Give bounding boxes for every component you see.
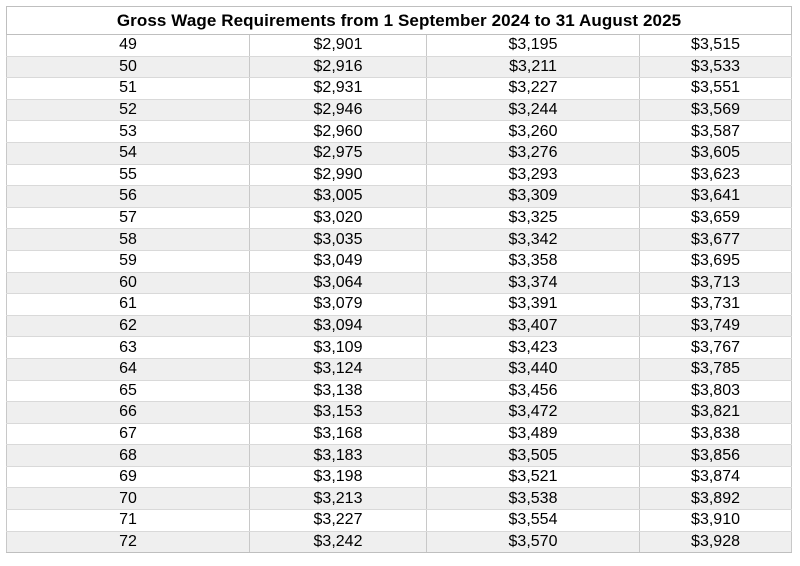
wage-col2-cell: $3,554 (427, 510, 640, 532)
wage-col1-cell: $3,198 (250, 466, 427, 488)
wage-col2-cell: $3,570 (427, 531, 640, 553)
wage-col1-cell: $2,916 (250, 56, 427, 78)
hours-cell: 67 (7, 423, 250, 445)
table-row (7, 56, 792, 78)
wage-col3-cell: $3,677 (640, 229, 792, 251)
wage-col2-cell: $3,472 (427, 402, 640, 424)
wage-col1-cell: $3,183 (250, 445, 427, 467)
wage-col2-cell: $3,407 (427, 315, 640, 337)
wage-col3-cell: $3,659 (640, 207, 792, 229)
wage-col1-cell: $2,946 (250, 99, 427, 121)
wage-col3-cell: $3,695 (640, 250, 792, 272)
hours-cell: 54 (7, 142, 250, 164)
wage-col2-cell: $3,440 (427, 358, 640, 380)
hours-cell: 71 (7, 510, 250, 532)
wage-col3-cell: $3,928 (640, 531, 792, 553)
wage-col3-cell: $3,731 (640, 294, 792, 316)
wage-col2-cell: $3,391 (427, 294, 640, 316)
wage-table-container (6, 6, 791, 553)
wage-col3-cell: $3,749 (640, 315, 792, 337)
hours-cell: 65 (7, 380, 250, 402)
wage-col2-cell: $3,538 (427, 488, 640, 510)
table-row (7, 78, 792, 100)
wage-col1-cell: $2,931 (250, 78, 427, 100)
wage-col2-cell: $3,244 (427, 99, 640, 121)
table-title: Gross Wage Requirements from 1 September 2024 to 31 August 2025 (7, 7, 792, 35)
wage-col3-cell: $3,838 (640, 423, 792, 445)
wage-col1-cell: $3,035 (250, 229, 427, 251)
wage-col2-cell: $3,358 (427, 250, 640, 272)
hours-cell: 56 (7, 186, 250, 208)
wage-col2-cell: $3,456 (427, 380, 640, 402)
wage-table (6, 6, 792, 553)
wage-col2-cell: $3,423 (427, 337, 640, 359)
hours-cell: 57 (7, 207, 250, 229)
wage-col3-cell: $3,856 (640, 445, 792, 467)
wage-col2-cell: $3,342 (427, 229, 640, 251)
table-row (7, 315, 792, 337)
wage-col3-cell: $3,551 (640, 78, 792, 100)
table-row (7, 402, 792, 424)
table-row (7, 380, 792, 402)
wage-col1-cell: $3,064 (250, 272, 427, 294)
hours-cell: 70 (7, 488, 250, 510)
hours-cell: 63 (7, 337, 250, 359)
wage-col3-cell: $3,713 (640, 272, 792, 294)
wage-col2-cell: $3,505 (427, 445, 640, 467)
table-row (7, 445, 792, 467)
table-row (7, 337, 792, 359)
table-row (7, 207, 792, 229)
hours-cell: 59 (7, 250, 250, 272)
hours-cell: 66 (7, 402, 250, 424)
table-row (7, 466, 792, 488)
wage-col3-cell: $3,874 (640, 466, 792, 488)
wage-col3-cell: $3,785 (640, 358, 792, 380)
wage-col1-cell: $3,049 (250, 250, 427, 272)
wage-col1-cell: $3,213 (250, 488, 427, 510)
wage-col1-cell: $3,138 (250, 380, 427, 402)
wage-col2-cell: $3,293 (427, 164, 640, 186)
wage-col1-cell: $3,227 (250, 510, 427, 532)
wage-col3-cell: $3,515 (640, 35, 792, 57)
wage-col1-cell: $3,153 (250, 402, 427, 424)
hours-cell: 68 (7, 445, 250, 467)
wage-col2-cell: $3,195 (427, 35, 640, 57)
wage-col3-cell: $3,767 (640, 337, 792, 359)
table-row (7, 250, 792, 272)
wage-col1-cell: $3,124 (250, 358, 427, 380)
hours-cell: 61 (7, 294, 250, 316)
wage-col2-cell: $3,374 (427, 272, 640, 294)
hours-cell: 49 (7, 35, 250, 57)
table-row (7, 99, 792, 121)
table-row (7, 164, 792, 186)
wage-col1-cell: $3,168 (250, 423, 427, 445)
table-row (7, 510, 792, 532)
wage-col3-cell: $3,803 (640, 380, 792, 402)
hours-cell: 51 (7, 78, 250, 100)
wage-col2-cell: $3,260 (427, 121, 640, 143)
table-row (7, 272, 792, 294)
wage-col2-cell: $3,489 (427, 423, 640, 445)
wage-col3-cell: $3,533 (640, 56, 792, 78)
wage-col1-cell: $2,901 (250, 35, 427, 57)
wage-col3-cell: $3,821 (640, 402, 792, 424)
hours-cell: 64 (7, 358, 250, 380)
table-row (7, 121, 792, 143)
wage-col2-cell: $3,309 (427, 186, 640, 208)
wage-col1-cell: $3,094 (250, 315, 427, 337)
hours-cell: 50 (7, 56, 250, 78)
hours-cell: 62 (7, 315, 250, 337)
wage-col1-cell: $3,242 (250, 531, 427, 553)
table-row (7, 358, 792, 380)
wage-col2-cell: $3,521 (427, 466, 640, 488)
hours-cell: 72 (7, 531, 250, 553)
wage-col1-cell: $3,109 (250, 337, 427, 359)
hours-cell: 60 (7, 272, 250, 294)
wage-col1-cell: $2,960 (250, 121, 427, 143)
hours-cell: 58 (7, 229, 250, 251)
wage-col1-cell: $2,975 (250, 142, 427, 164)
wage-col2-cell: $3,276 (427, 142, 640, 164)
wage-col2-cell: $3,211 (427, 56, 640, 78)
wage-col2-cell: $3,325 (427, 207, 640, 229)
wage-col1-cell: $2,990 (250, 164, 427, 186)
wage-col2-cell: $3,227 (427, 78, 640, 100)
table-row (7, 488, 792, 510)
table-row (7, 294, 792, 316)
wage-col3-cell: $3,569 (640, 99, 792, 121)
table-row (7, 229, 792, 251)
wage-col1-cell: $3,079 (250, 294, 427, 316)
table-body (7, 35, 792, 553)
table-row (7, 142, 792, 164)
hours-cell: 69 (7, 466, 250, 488)
wage-col3-cell: $3,623 (640, 164, 792, 186)
table-row (7, 186, 792, 208)
wage-col3-cell: $3,892 (640, 488, 792, 510)
wage-col1-cell: $3,005 (250, 186, 427, 208)
table-row (7, 531, 792, 553)
wage-col3-cell: $3,587 (640, 121, 792, 143)
wage-col3-cell: $3,605 (640, 142, 792, 164)
table-row (7, 423, 792, 445)
table-row (7, 35, 792, 57)
wage-col3-cell: $3,910 (640, 510, 792, 532)
wage-col3-cell: $3,641 (640, 186, 792, 208)
hours-cell: 53 (7, 121, 250, 143)
hours-cell: 52 (7, 99, 250, 121)
wage-col1-cell: $3,020 (250, 207, 427, 229)
title-row (7, 7, 792, 35)
hours-cell: 55 (7, 164, 250, 186)
